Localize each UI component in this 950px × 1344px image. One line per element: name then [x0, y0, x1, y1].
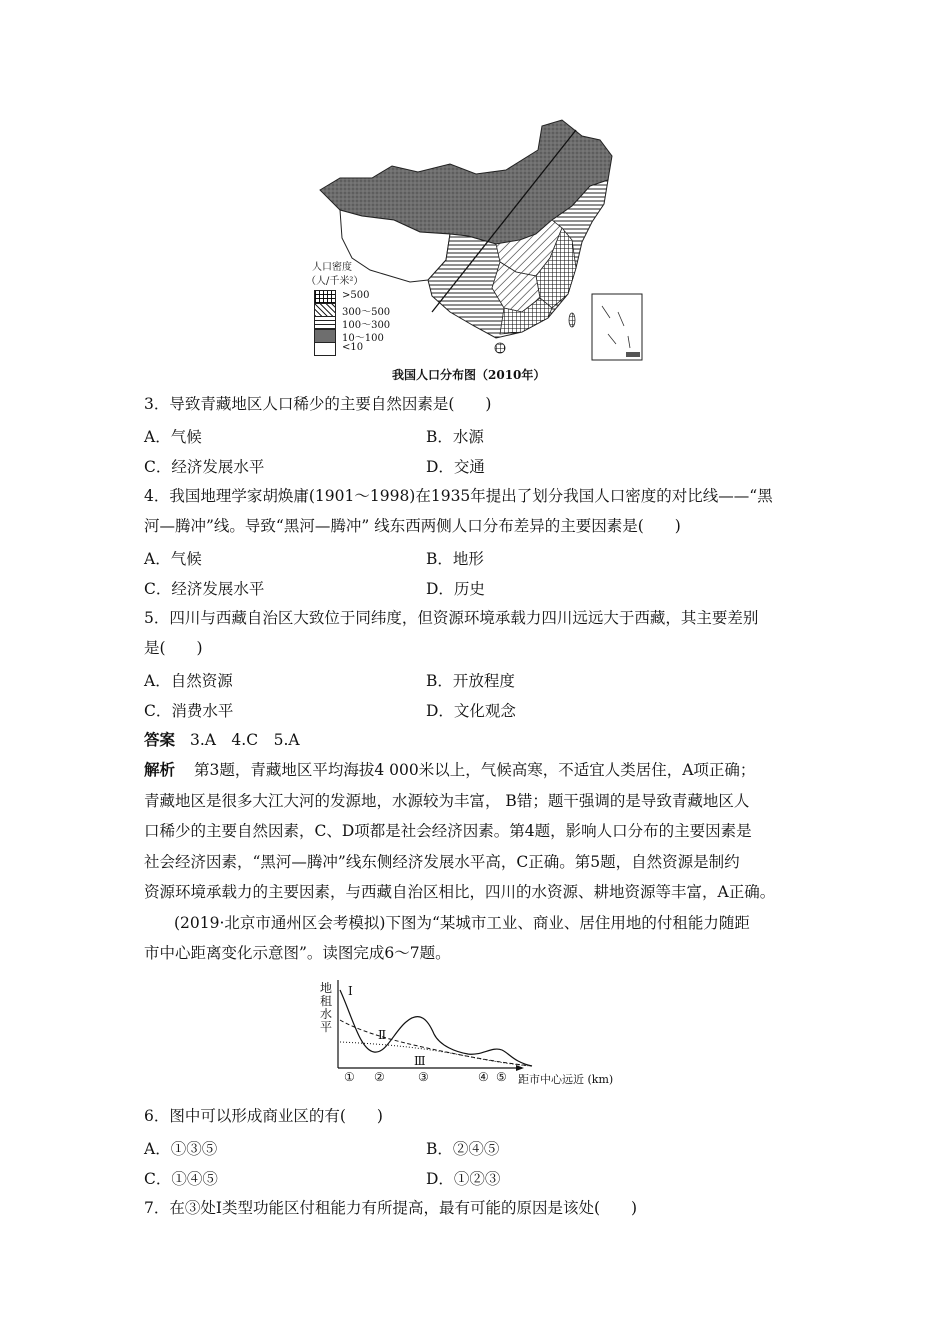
legend-title: 人口密度 [312, 262, 352, 273]
population-map-figure [300, 112, 650, 364]
q6-option-d: D．①②③ [426, 1170, 501, 1188]
analysis-text-1: 第3题，青藏地区平均海拔4 000米以上，气候高寒，不适宜人类居住，A项正确； [193, 761, 756, 779]
curve-I [340, 990, 532, 1066]
point-5: ⑤ [496, 1070, 507, 1084]
analysis-line-5: 资源环境承载力的主要因素，与西藏自治区相比，四川的水资源、耕地资源等丰富，A正确。 [144, 883, 776, 901]
answer-line [144, 730, 300, 750]
q6-option-c: C．①④⑤ [144, 1170, 218, 1188]
q4-stem-1: 4．我国地理学家胡焕庸(1901～1998)在1935年提出了划分我国人口密度的对比线——“黑 [144, 487, 773, 505]
q5-stem-2: 是( ) [144, 639, 203, 657]
y-label-char: 租 [320, 994, 333, 1008]
intro-line-1: (2019·北京市通州区会考模拟)下图为“某城市工业、商业、居住用地的付租能力随距 [174, 914, 750, 932]
point-2: ② [374, 1070, 385, 1084]
analysis-line-4: 社会经济因素，“黑河—腾冲”线东侧经济发展水平高，C正确。第5题，自然资源是制约 [144, 853, 740, 871]
analysis-line-3: 口稀少的主要自然因素，C、D项都是社会经济因素。第4题，影响人口分布的主要因素是 [144, 822, 752, 840]
legend-swatch-blank [314, 343, 336, 356]
intro-line-2: 市中心距离变化示意图”。读图完成6～7题。 [144, 944, 451, 962]
q4-option-d: D．历史 [426, 580, 485, 598]
q4-option-c: C．经济发展水平 [144, 580, 265, 598]
y-label-char: 地 [320, 981, 333, 995]
legend-unit: （人/千米²） [306, 276, 364, 287]
legend-swatches [314, 290, 336, 356]
legend-item-4: 10～100 [342, 333, 384, 344]
q5-option-d: D．文化观念 [426, 702, 516, 720]
q3-option-d: D．交通 [426, 458, 485, 476]
q6-option-a: A．①③⑤ [144, 1140, 218, 1158]
legend-item-1: >500 [342, 290, 370, 301]
answer-text: 3.A 4.C 5.A [189, 731, 300, 749]
point-3: ③ [418, 1070, 429, 1084]
q3-option-a: A．气候 [144, 428, 202, 446]
legend-item-2: 300～500 [342, 307, 391, 318]
curve-label-II: Ⅱ [378, 1028, 387, 1042]
curve-label-III: Ⅲ [414, 1054, 426, 1068]
analysis-line-1 [144, 760, 755, 780]
legend-swatch-dots [314, 330, 336, 343]
point-4: ④ [478, 1070, 489, 1084]
q5-option-a: A．自然资源 [144, 672, 233, 690]
legend-swatch-horiz [314, 317, 336, 330]
q6-option-b: B．②④⑤ [426, 1140, 500, 1158]
legend-item-3: 100～300 [342, 320, 391, 331]
point-1: ① [344, 1070, 355, 1084]
legend-swatch-grid [314, 290, 336, 304]
rent-chart [316, 976, 636, 1088]
y-label-char: 水 [320, 1007, 333, 1021]
q5-option-c: C．消费水平 [144, 702, 234, 720]
curve-label-I: Ⅰ [348, 984, 353, 998]
q6-stem: 6．图中可以形成商业区的有( ) [144, 1107, 383, 1125]
curve-II [340, 1020, 532, 1066]
legend-item-5: <10 [342, 342, 364, 353]
q3-option-c: C．经济发展水平 [144, 458, 265, 476]
map-caption: 我国人口分布图（2010年） [392, 368, 546, 382]
q3-stem: 3．导致青藏地区人口稀少的主要自然因素是( ) [144, 395, 492, 413]
x-axis-label: 距市中心远近 (km) [518, 1073, 614, 1086]
analysis-line-2: 青藏地区是很多大江大河的发源地，水源较为丰富， B错；题干强调的是导致青藏地区人 [144, 792, 750, 810]
q3-option-b: B．水源 [426, 428, 484, 446]
q4-stem-2: 河—腾冲”线。导致“黑河—腾冲” 线东西两侧人口分布差异的主要因素是( ) [144, 517, 681, 535]
q5-stem-1: 5．四川与西藏自治区大致位于同纬度，但资源环境承载力四川远远大于西藏，其主要差别 [144, 609, 759, 627]
q4-option-b: B．地形 [426, 550, 484, 568]
y-label-char: 平 [320, 1020, 333, 1034]
legend-swatch-diag [314, 304, 336, 317]
answer-label: 答案 [144, 730, 176, 749]
analysis-label: 解析 [144, 760, 176, 779]
q5-option-b: B．开放程度 [426, 672, 515, 690]
q4-option-a: A．气候 [144, 550, 202, 568]
q7-stem: 7．在③处Ⅰ类型功能区付租能力有所提高，最有可能的原因是该处( ) [144, 1199, 638, 1217]
